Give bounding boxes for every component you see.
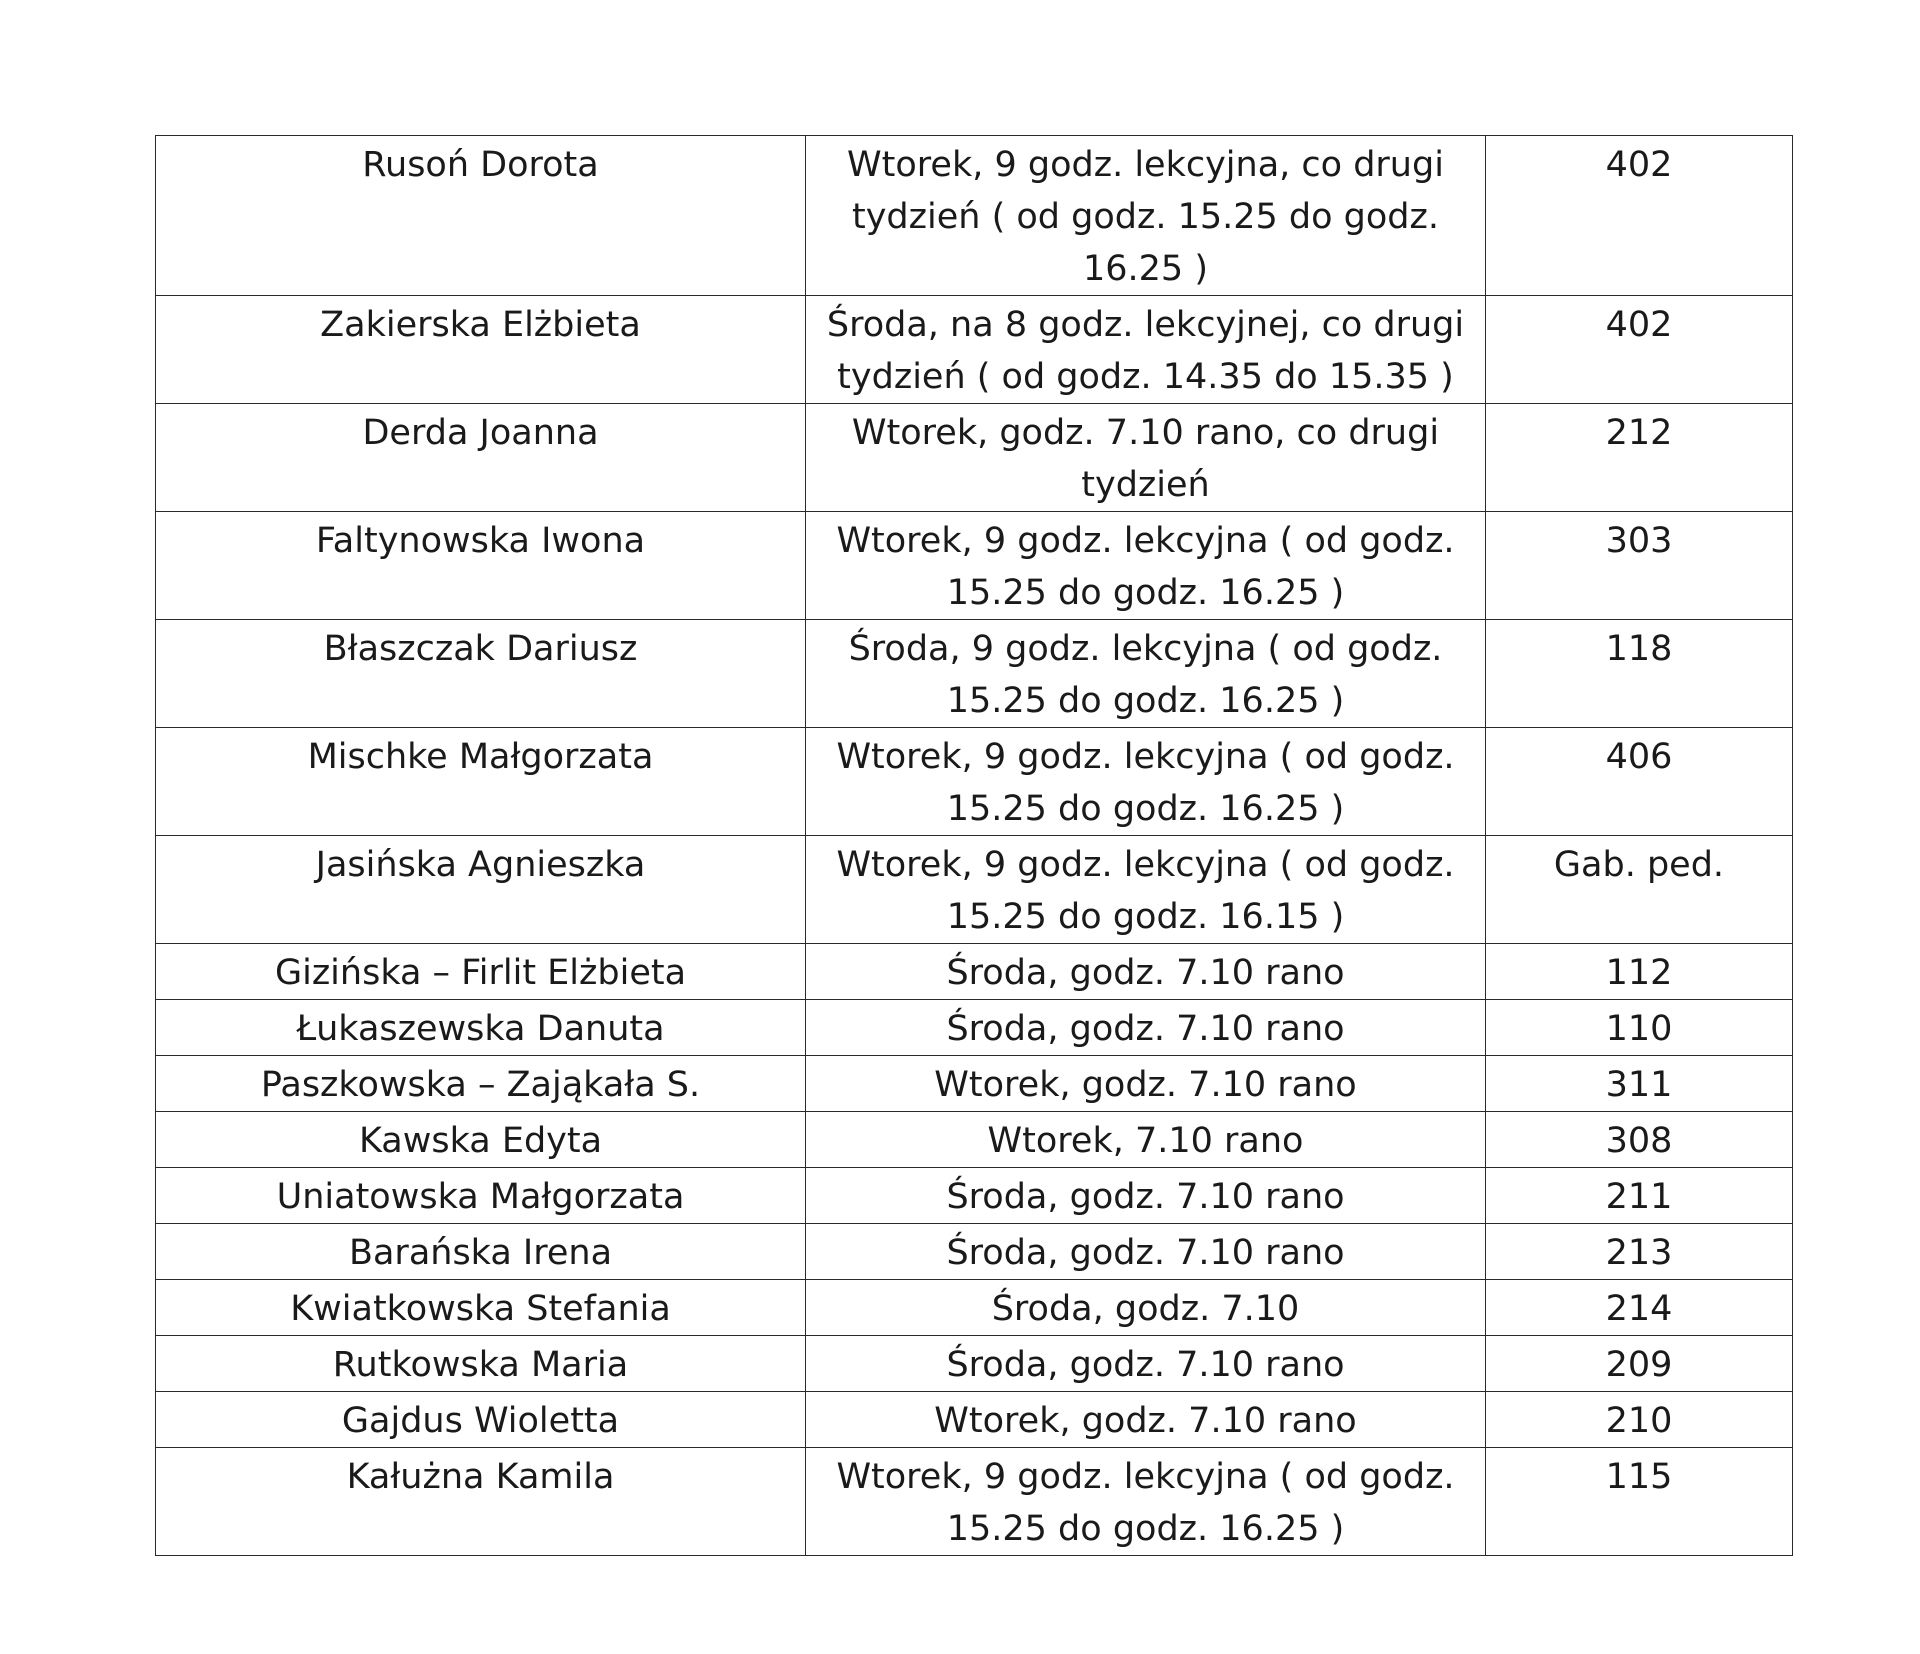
room-cell: 209 [1486, 1336, 1793, 1392]
teacher-name-cell: Kawska Edyta [156, 1112, 806, 1168]
teacher-name-cell: Paszkowska – Zająkała S. [156, 1056, 806, 1112]
consultation-time-cell: Wtorek, godz. 7.10 rano [806, 1056, 1486, 1112]
teacher-name-cell: Uniatowska Małgorzata [156, 1168, 806, 1224]
table-row [156, 1168, 1793, 1224]
consultation-time-cell: Wtorek, 9 godz. lekcyjna, co drugi tydzień ( od godz. 15.25 do godz. 16.25 ) [806, 136, 1486, 296]
teacher-name-cell: Gizińska – Firlit Elżbieta [156, 944, 806, 1000]
teacher-name-cell: Kwiatkowska Stefania [156, 1280, 806, 1336]
office-hours-table [155, 135, 1793, 1556]
table-row [156, 728, 1793, 836]
table-row [156, 1336, 1793, 1392]
room-cell: Gab. ped. [1486, 836, 1793, 944]
room-cell: 406 [1486, 728, 1793, 836]
room-cell: 211 [1486, 1168, 1793, 1224]
consultation-time-cell: Wtorek, 9 godz. lekcyjna ( od godz. 15.25 do godz. 16.25 ) [806, 728, 1486, 836]
teacher-name-cell: Łukaszewska Danuta [156, 1000, 806, 1056]
consultation-time-cell: Środa, godz. 7.10 rano [806, 1000, 1486, 1056]
teacher-name-cell: Błaszczak Dariusz [156, 620, 806, 728]
teacher-name-cell: Kałużna Kamila [156, 1448, 806, 1556]
room-cell: 308 [1486, 1112, 1793, 1168]
teacher-name-cell: Rutkowska Maria [156, 1336, 806, 1392]
consultation-time-cell: Wtorek, godz. 7.10 rano [806, 1392, 1486, 1448]
table-row [156, 836, 1793, 944]
room-cell: 213 [1486, 1224, 1793, 1280]
room-cell: 212 [1486, 404, 1793, 512]
room-cell: 311 [1486, 1056, 1793, 1112]
consultation-time-cell: Wtorek, 9 godz. lekcyjna ( od godz. 15.25 do godz. 16.25 ) [806, 1448, 1486, 1556]
consultation-time-cell: Wtorek, 9 godz. lekcyjna ( od godz. 15.25 do godz. 16.25 ) [806, 512, 1486, 620]
table-row [156, 620, 1793, 728]
table-row [156, 944, 1793, 1000]
consultation-time-cell: Środa, na 8 godz. lekcyjnej, co drugi tydzień ( od godz. 14.35 do 15.35 ) [806, 296, 1486, 404]
consultation-time-cell: Środa, godz. 7.10 rano [806, 1168, 1486, 1224]
consultation-time-cell: Wtorek, godz. 7.10 rano, co drugi tydzień [806, 404, 1486, 512]
room-cell: 303 [1486, 512, 1793, 620]
room-cell: 115 [1486, 1448, 1793, 1556]
table-row [156, 136, 1793, 296]
room-cell: 210 [1486, 1392, 1793, 1448]
table-row [156, 296, 1793, 404]
consultation-time-cell: Środa, godz. 7.10 rano [806, 1224, 1486, 1280]
teacher-name-cell: Gajdus Wioletta [156, 1392, 806, 1448]
consultation-time-cell: Środa, godz. 7.10 rano [806, 944, 1486, 1000]
room-cell: 118 [1486, 620, 1793, 728]
table-row [156, 1224, 1793, 1280]
table-row [156, 1280, 1793, 1336]
room-cell: 402 [1486, 296, 1793, 404]
table-row [156, 404, 1793, 512]
table-row [156, 1112, 1793, 1168]
teacher-name-cell: Rusoń Dorota [156, 136, 806, 296]
room-cell: 112 [1486, 944, 1793, 1000]
teacher-name-cell: Jasińska Agnieszka [156, 836, 806, 944]
consultation-time-cell: Środa, godz. 7.10 rano [806, 1336, 1486, 1392]
table-row [156, 1448, 1793, 1556]
table-row [156, 1392, 1793, 1448]
table-row [156, 1000, 1793, 1056]
teacher-name-cell: Faltynowska Iwona [156, 512, 806, 620]
consultation-time-cell: Środa, godz. 7.10 [806, 1280, 1486, 1336]
consultation-time-cell: Wtorek, 9 godz. lekcyjna ( od godz. 15.25 do godz. 16.15 ) [806, 836, 1486, 944]
room-cell: 402 [1486, 136, 1793, 296]
teacher-name-cell: Derda Joanna [156, 404, 806, 512]
consultation-time-cell: Wtorek, 7.10 rano [806, 1112, 1486, 1168]
room-cell: 214 [1486, 1280, 1793, 1336]
table-row [156, 1056, 1793, 1112]
teacher-name-cell: Mischke Małgorzata [156, 728, 806, 836]
consultation-time-cell: Środa, 9 godz. lekcyjna ( od godz. 15.25 do godz. 16.25 ) [806, 620, 1486, 728]
teacher-name-cell: Barańska Irena [156, 1224, 806, 1280]
table-row [156, 512, 1793, 620]
teacher-name-cell: Zakierska Elżbieta [156, 296, 806, 404]
room-cell: 110 [1486, 1000, 1793, 1056]
